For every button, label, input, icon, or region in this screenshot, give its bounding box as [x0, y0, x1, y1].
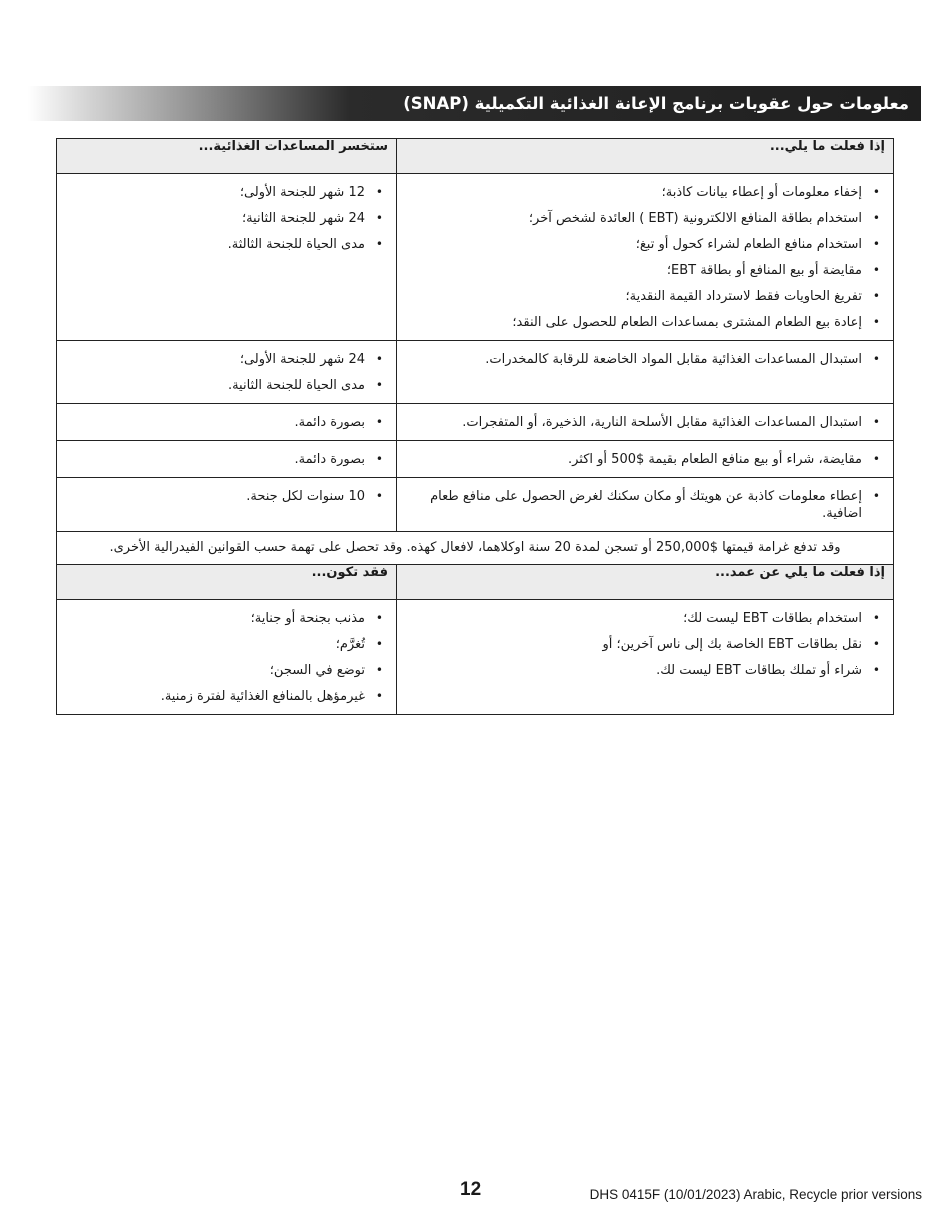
list-item: • غيرمؤهل بالمنافع الغذائية لفترة زمنية.: [66, 688, 387, 705]
table-row: [57, 174, 894, 341]
list-item: • شراء أو تملك بطاقات EBT ليست لك.: [406, 662, 884, 679]
penalty-cell: [57, 441, 397, 478]
list-item: • 24 شهر للجنحة الثانية؛: [66, 210, 387, 227]
violation-cell: [397, 441, 894, 478]
list-item: • استخدام بطاقات EBT ليست لك؛: [406, 610, 884, 627]
penalty-cell: [57, 600, 397, 715]
penalty-cell: [57, 478, 397, 532]
penalty-cell: [57, 174, 397, 341]
page-number: 12: [460, 1179, 482, 1200]
column-header-you-lose: ستخسر المساعدات الغذائية...: [57, 139, 397, 174]
list-item: • مذنب بجنحة أو جناية؛: [66, 610, 387, 627]
list-item: • توضع في السجن؛: [66, 662, 387, 679]
column-header-if-you-do-intentionally: إذا فعلت ما يلي عن عمد...: [397, 565, 894, 600]
table-row: [57, 441, 894, 478]
table-row: [57, 404, 894, 441]
table-row: [57, 341, 894, 404]
list-item: • نقل بطاقات EBT الخاصة بك إلى ناس آخرين؛ أو: [406, 636, 884, 653]
list-item: • إعطاء معلومات كاذبة عن هويتك أو مكان سكنك لغرض الحصول على منافع طعام اضافية.: [406, 488, 884, 522]
list-item: • مدى الحياة للجنحة الثالثة.: [66, 236, 387, 253]
penalty-cell: [57, 404, 397, 441]
violation-cell: [397, 478, 894, 532]
table-header-row: [57, 565, 894, 600]
list-item: • إعادة بيع الطعام المشترى بمساعدات الطعام للحصول على النقد؛: [406, 314, 884, 331]
list-item: • 10 سنوات لكل جنحة.: [66, 488, 387, 505]
list-item: • تُغرَّم؛: [66, 636, 387, 653]
violation-cell: [397, 404, 894, 441]
list-item: • بصورة دائمة.: [66, 414, 387, 431]
page-title: معلومات حول عقوبات برنامج الإعانة الغذائية التكميلية (SNAP): [403, 94, 909, 113]
list-item: • 24 شهر للجنحة الأولى؛: [66, 351, 387, 368]
list-item: • بصورة دائمة.: [66, 451, 387, 468]
list-item: • مدى الحياة للجنحة الثانية.: [66, 377, 387, 394]
list-item: • استخدام منافع الطعام لشراء كحول أو تبغ؛: [406, 236, 884, 253]
violation-cell: [397, 341, 894, 404]
violation-cell: [397, 174, 894, 341]
column-header-if-you-do: إذا فعلت ما يلي...: [397, 139, 894, 174]
list-item: • مقايضة، شراء أو بيع منافع الطعام بقيمة $500 أو اكثر.: [406, 451, 884, 468]
penalties-table: [56, 138, 894, 715]
section-banner: [28, 86, 921, 121]
table-row: [57, 478, 894, 532]
list-item: • استبدال المساعدات الغذائية مقابل الأسلحة النارية، الذخيرة، أو المتفجرات.: [406, 414, 884, 431]
violation-cell: [397, 600, 894, 715]
fine-note: وقد تدفع غرامة قيمتها $250,000 أو تسجن لمدة 20 سنة اوكلاهما، لافعال كهذه. وقد تحصل على تهمة حسب القوانين الفيدرالية الأخرى.: [57, 532, 894, 565]
list-item: • استبدال المساعدات الغذائية مقابل المواد الخاضعة للرقابة كالمخدرات.: [406, 351, 884, 368]
penalty-cell: [57, 341, 397, 404]
form-identifier: DHS 0415F (10/01/2023) Arabic, Recycle prior versions: [589, 1187, 922, 1202]
table-row: [57, 600, 894, 715]
column-header-you-may-be: فقد تكون...: [57, 565, 397, 600]
list-item: • تفريغ الحاويات فقط لاسترداد القيمة النقدية؛: [406, 288, 884, 305]
list-item: • إخفاء معلومات أو إعطاء بيانات كاذبة؛: [406, 184, 884, 201]
list-item: • 12 شهر للجنحة الأولى؛: [66, 184, 387, 201]
table-header-row: [57, 139, 894, 174]
list-item: • مقايضة أو بيع المنافع أو بطاقة EBT؛: [406, 262, 884, 279]
list-item: • استخدام بطاقة المنافع الالكترونية (EBT ) العائدة لشخص آخر؛: [406, 210, 884, 227]
fine-note-row: [57, 532, 894, 565]
